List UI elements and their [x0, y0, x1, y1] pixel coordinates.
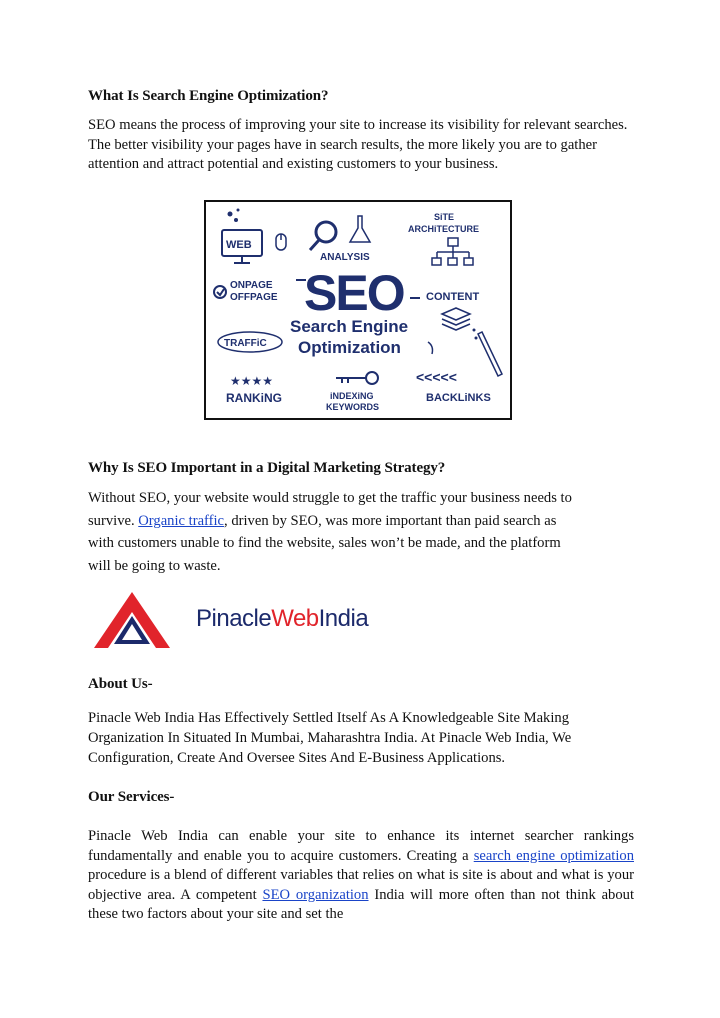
organic-traffic-link[interactable]: Organic traffic — [138, 512, 225, 529]
heading-about-us: About Us- — [88, 676, 153, 692]
label-seo: SEO — [304, 265, 404, 321]
services-text-1: Pinacle Web India can enable your site to enhance its internet searcher rankings fundamentally and enable you to acquire customers. Creating a — [88, 828, 634, 864]
layers-icon — [442, 308, 470, 330]
backlinks-chevrons: <<<<< — [416, 369, 457, 385]
mouse-icon — [276, 234, 286, 250]
label-content: CONTENT — [426, 291, 480, 303]
sitemap-icon — [432, 238, 473, 265]
logo-text-pinacle: Pinacle — [196, 605, 272, 632]
logo-triangle-icon — [92, 590, 192, 652]
logo-text-india: India — [318, 605, 369, 632]
ranking-stars: ★★★★ — [230, 374, 274, 388]
why-seo-line-2-end: , driven by SEO, was more important than paid search as — [224, 512, 557, 529]
paragraph-our-services — [88, 827, 634, 925]
services-text-3: India will more often than not think about these two factors about your site and set the — [88, 886, 634, 922]
decor-dots — [228, 209, 240, 223]
label-search-engine: Search Engine — [290, 317, 409, 336]
label-ranking: RANKiNG — [226, 391, 282, 405]
label-optimization: Optimization — [298, 338, 401, 357]
paragraph-seo-definition: SEO means the process of improving your site to increase its visibility for relevant searches. The better visibility your pages have in search results, the more likely you are to gather attention and attract potential and existing customers to your business. — [88, 117, 628, 172]
check-icon — [214, 286, 226, 298]
seo-illustration-graphic — [206, 202, 510, 418]
heading-what-is-seo: What Is Search Engine Optimization? — [88, 88, 329, 104]
logo-text-web: Web — [271, 605, 319, 632]
seo-illustration — [204, 200, 512, 420]
search-engine-optimization-link[interactable]: search engine optimization — [473, 847, 634, 864]
label-onpage: ONPAGE — [230, 280, 273, 291]
label-architecture: ARCHiTECTURE — [408, 224, 479, 234]
seo-organization-link[interactable]: SEO organization — [262, 886, 369, 903]
why-seo-line-2-start: survive. — [88, 512, 139, 529]
logo-text — [196, 605, 368, 633]
paragraph-why-seo — [88, 487, 634, 577]
key-icon — [336, 372, 378, 384]
heading-our-services: Our Services- — [88, 789, 175, 805]
label-offpage: OFFPAGE — [230, 292, 278, 303]
pinacle-web-india-logo — [92, 590, 369, 652]
label-traffic: TRAFFiC — [224, 338, 267, 349]
label-web: WEB — [226, 239, 252, 251]
paragraph-about-us: Pinacle Web India Has Effectively Settled Itself As A Knowledgeable Site Making Organization In Situated In Mumbai, Maharashtra India. At Pinacle Web India, We Configuration, Create And Oversee Sites And E-Business Applications. — [88, 710, 572, 766]
label-analysis: ANALYSIS — [320, 252, 370, 263]
flask-icon — [350, 216, 370, 242]
label-indexing: iNDEXiNG — [330, 391, 374, 401]
why-seo-line-1: Without SEO, your website would struggle to get the traffic your business needs to — [88, 490, 572, 506]
heading-why-seo-important: Why Is SEO Important in a Digital Marketing Strategy? — [88, 460, 446, 476]
magnifier-icon — [310, 222, 336, 250]
label-backlinks: BACKLiNKS — [426, 392, 491, 404]
services-text-2: procedure is a blend of different variables that relies on what is site is about and what is your objective area. A competent — [88, 867, 634, 903]
why-seo-line-3: with customers unable to find the website, sales won’t be made, and the platform — [88, 535, 561, 551]
pencil-icon — [478, 332, 502, 376]
label-site: SiTE — [434, 212, 455, 222]
label-keywords: KEYWORDS — [326, 402, 380, 412]
why-seo-line-4: will be going to waste. — [88, 557, 221, 574]
